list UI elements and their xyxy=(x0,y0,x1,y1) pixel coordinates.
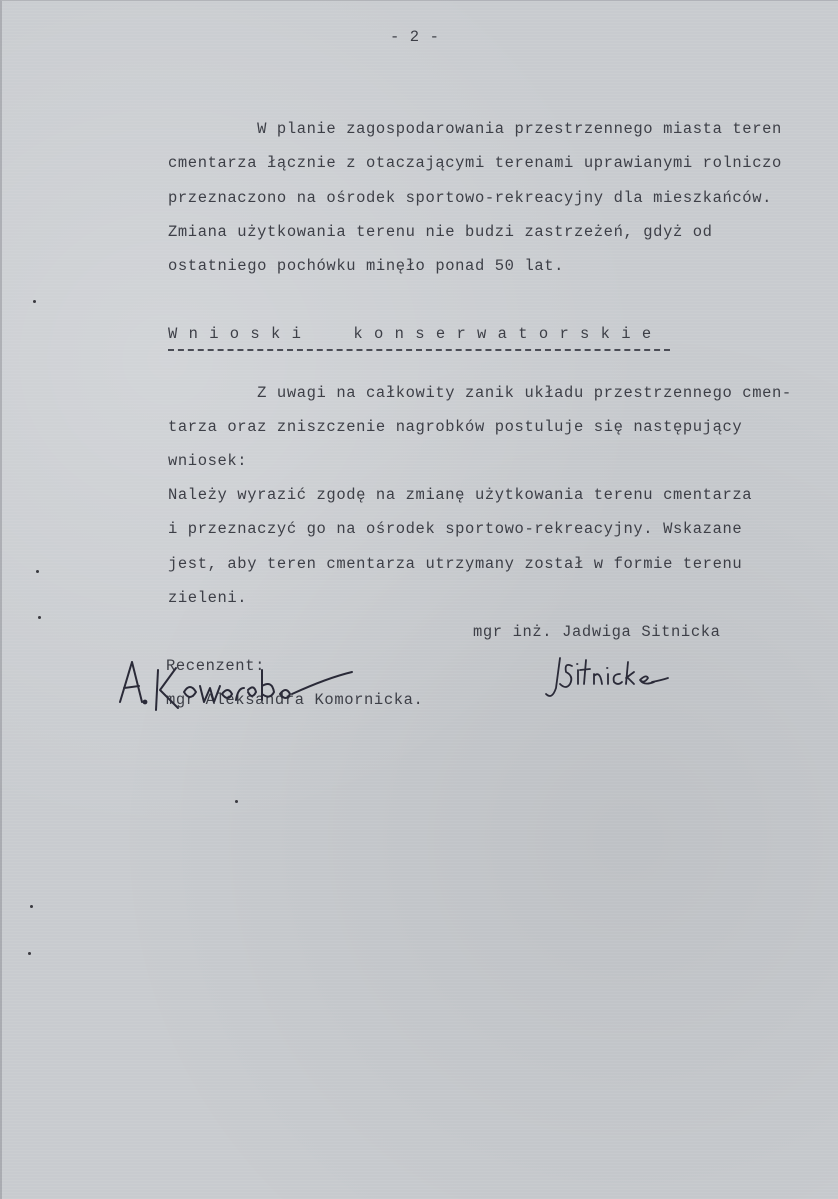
scan-speck xyxy=(33,300,36,303)
scan-speck xyxy=(28,952,31,955)
reviewer-name: mgr Aleksandra Komornicka. xyxy=(166,691,424,709)
paragraph-line: W planie zagospodarowania przestrzennego miasta teren xyxy=(168,120,782,138)
page-number: - 2 - xyxy=(390,28,440,46)
scan-speck xyxy=(30,905,33,908)
paragraph-line: tarza oraz zniszczenie nagrobków postuluje się następujący xyxy=(168,418,743,436)
paragraph-line: jest, aby teren cmentarza utrzymany został w formie terenu xyxy=(168,555,743,573)
reviewer-signature xyxy=(112,650,362,720)
heading-underline xyxy=(168,349,670,351)
section-heading: W n i o s k i k o n s e r w a t o r s k i e xyxy=(168,325,653,343)
paragraph-line: ostatniego pochówku minęło ponad 50 lat. xyxy=(168,257,565,275)
paragraph-line: cmentarza łącznie z otaczającymi terenami uprawianymi rolniczo xyxy=(168,154,782,172)
author-signature xyxy=(540,652,680,707)
paragraph-line: przeznaczono na ośrodek sportowo-rekreacyjny dla mieszkańców. xyxy=(168,189,772,207)
paragraph-line: i przeznaczyć go na ośrodek sportowo-rekreacyjny. Wskazane xyxy=(168,520,743,538)
scan-speck xyxy=(36,570,39,573)
paragraph-line: Należy wyrazić zgodę na zmianę użytkowania terenu cmentarza xyxy=(168,486,753,504)
paragraph-line: Z uwagi na całkowity zanik układu przestrzennego cmen- xyxy=(168,384,792,402)
scan-speck xyxy=(235,800,238,803)
reviewer-label: Recenzent: xyxy=(166,657,266,675)
paragraph-line: wniosek: xyxy=(168,452,248,470)
paragraph-line: Zmiana użytkowania terenu nie budzi zastrzeżeń, gdyż od xyxy=(168,223,713,241)
author-name: mgr inż. Jadwiga Sitnicka xyxy=(473,623,721,641)
scan-speck xyxy=(38,616,41,619)
paragraph-line: zieleni. xyxy=(168,589,248,607)
